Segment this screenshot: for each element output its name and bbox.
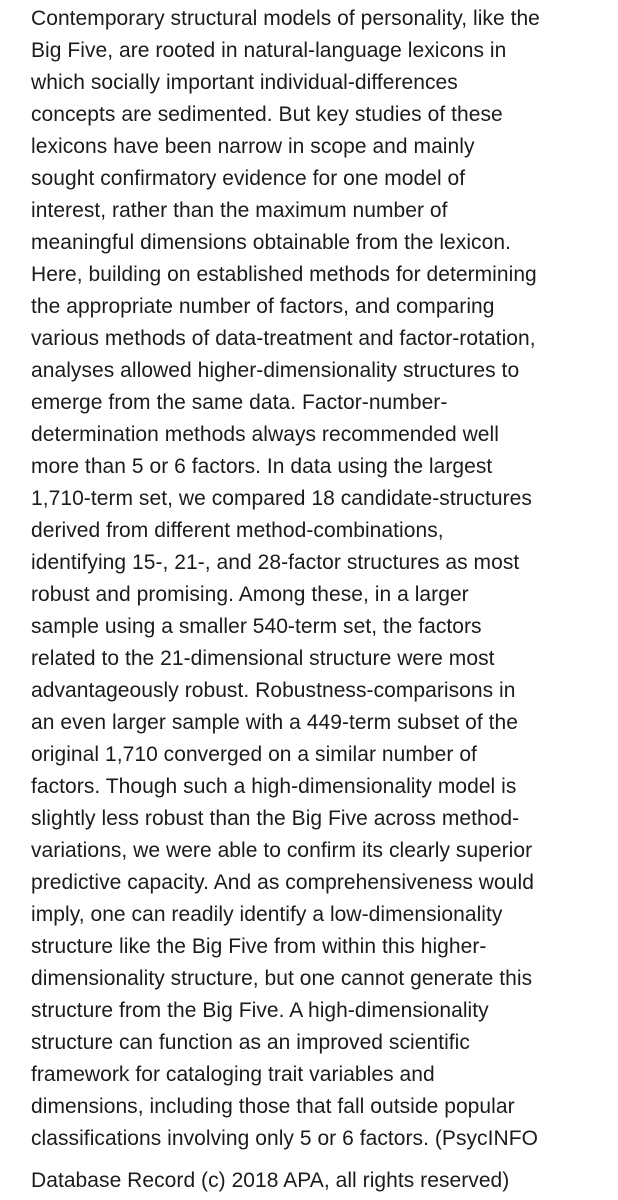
abstract-line-23: an even larger sample with a 449-term subset of the	[31, 711, 518, 734]
abstract-line-12: analyses allowed higher-dimensionality structures to	[31, 359, 520, 382]
abstract-line-22: advantageously robust. Robustness-comparisons in	[31, 679, 516, 702]
abstract-line-36: classifications involving only 5 or 6 factors. (PsycINFO	[31, 1127, 538, 1150]
abstract-line-28: predictive capacity. And as comprehensiveness would	[31, 871, 534, 894]
abstract-line-35: dimensions, including those that fall outside popular	[31, 1095, 515, 1118]
abstract-line-31: dimensionality structure, but one cannot generate this	[31, 967, 533, 990]
abstract-line-9: Here, building on established methods for determining	[31, 263, 537, 286]
abstract-line-29: imply, one can readily identify a low-dimensionality	[31, 903, 503, 926]
abstract-line-1: Contemporary structural models of personality, like the	[31, 7, 540, 30]
abstract-line-13: emerge from the same data. Factor-number-	[31, 391, 448, 414]
abstract-line-6: sought confirmatory evidence for one model of	[31, 167, 466, 190]
abstract-line-32: structure from the Big Five. A high-dimensionality	[31, 999, 489, 1022]
abstract-line-10: the appropriate number of factors, and comparing	[31, 295, 495, 318]
abstract-line-25: factors. Though such a high-dimensionality model is	[31, 775, 517, 798]
abstract-line-20: sample using a smaller 540-term set, the factors	[31, 615, 482, 638]
abstract-line-15: more than 5 or 6 factors. In data using the largest	[31, 455, 493, 478]
abstract-line-7: interest, rather than the maximum number of	[31, 199, 448, 222]
abstract-line-8: meaningful dimensions obtainable from the lexicon.	[31, 231, 511, 254]
abstract-line-17: derived from different method-combinations,	[31, 519, 444, 542]
abstract-line-18: identifying 15-, 21-, and 28-factor structures as most	[31, 551, 520, 574]
abstract-line-11: various methods of data-treatment and factor-rotation,	[31, 327, 536, 350]
abstract-line-3: which socially important individual-differences	[31, 71, 458, 94]
abstract-line-37: Database Record (c) 2018 APA, all rights reserved)	[31, 1169, 510, 1192]
abstract-line-19: robust and promising. Among these, in a larger	[31, 583, 469, 606]
abstract-line-33: structure can function as an improved scientific	[31, 1031, 470, 1054]
abstract-line-27: variations, we were able to confirm its clearly superior	[31, 839, 533, 862]
abstract-line-4: concepts are sedimented. But key studies of these	[31, 103, 503, 126]
abstract-line-14: determination methods always recommended well	[31, 423, 499, 446]
abstract-line-30: structure like the Big Five from within this higher-	[31, 935, 487, 958]
abstract-line-26: slightly less robust than the Big Five across method-	[31, 807, 520, 830]
abstract-line-2: Big Five, are rooted in natural-language lexicons in	[31, 39, 507, 62]
abstract-line-21: related to the 21-dimensional structure were most	[31, 647, 495, 670]
abstract-line-5: lexicons have been narrow in scope and mainly	[31, 135, 475, 158]
abstract-line-16: 1,710-term set, we compared 18 candidate-structures	[31, 487, 532, 510]
abstract-line-34: framework for cataloging trait variables and	[31, 1063, 435, 1086]
abstract-line-24: original 1,710 converged on a similar number of	[31, 743, 477, 766]
